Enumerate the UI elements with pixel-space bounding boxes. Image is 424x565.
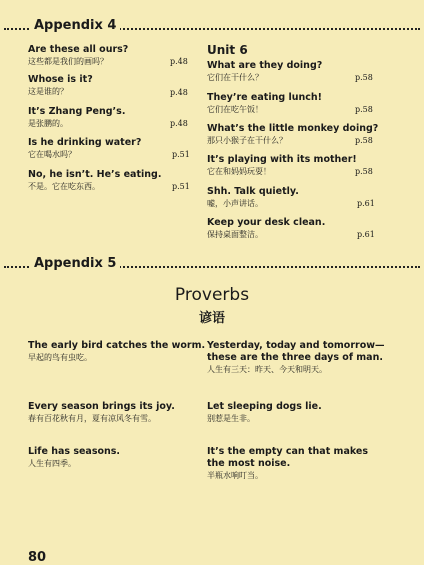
a4-right-zh: 那只小猴子在干什么？ bbox=[207, 136, 287, 145]
a4-left-item-2 bbox=[28, 106, 125, 129]
a4-left-en: Is he drinking water? bbox=[28, 137, 142, 148]
a4-right-page: p.58 bbox=[355, 167, 373, 176]
a4-right-item-0 bbox=[207, 60, 322, 83]
a4-right-zh: 保持桌面整洁。 bbox=[207, 230, 263, 239]
proverb-zh: 半瓶水响叮当。 bbox=[207, 471, 263, 480]
proverb-en: Yesterday, today and tomorrow—these are the three days of man. bbox=[207, 340, 385, 363]
a4-right-en: Keep your desk clean. bbox=[207, 217, 326, 228]
a4-left-page: p.48 bbox=[170, 57, 188, 66]
proverb-en: Every season brings its joy. bbox=[28, 401, 175, 412]
a4-right-en: What are they doing? bbox=[207, 60, 323, 71]
a4-right-en: Shh. Talk quietly. bbox=[207, 186, 299, 197]
a4-right-zh: 它们在吃午饭！ bbox=[207, 105, 263, 114]
a4-right-page: p.58 bbox=[355, 73, 373, 82]
a4-right-item-5 bbox=[207, 217, 325, 240]
a4-right-en: It’s playing with its mother! bbox=[207, 154, 357, 165]
a4-left-page: p.48 bbox=[170, 119, 188, 128]
proverb-en: The early bird catches the worm. bbox=[28, 340, 206, 351]
a4-left-zh: 这些都是我们的画吗？ bbox=[28, 57, 108, 66]
proverbs-subheading: 谚语 bbox=[198, 311, 225, 326]
a4-right-en: They’re eating lunch! bbox=[207, 92, 322, 103]
a4-left-page: p.48 bbox=[170, 88, 188, 97]
a4-left-en: Whose is it? bbox=[28, 74, 93, 85]
proverb-en: Life has seasons. bbox=[28, 446, 121, 457]
proverb-right-1 bbox=[207, 401, 387, 424]
a4-left-zh: 这是谁的？ bbox=[28, 87, 68, 96]
a4-right-page: p.58 bbox=[355, 105, 373, 114]
a4-left-en: It’s Zhang Peng’s. bbox=[28, 106, 126, 117]
a4-left-page: p.51 bbox=[172, 150, 190, 159]
proverb-zh: 别惹是生非。 bbox=[207, 414, 255, 423]
unit-title: Unit 6 bbox=[207, 43, 248, 57]
proverb-en: Let sleeping dogs lie. bbox=[207, 401, 322, 412]
a4-right-zh: 它们在干什么？ bbox=[207, 73, 263, 82]
a4-right-zh: 它在和妈妈玩耍！ bbox=[207, 167, 271, 176]
a4-left-item-4 bbox=[28, 169, 161, 192]
proverb-right-0 bbox=[207, 340, 387, 375]
a4-left-en: No, he isn’t. He’s eating. bbox=[28, 169, 162, 180]
page-number: 80 bbox=[28, 550, 47, 565]
a4-right-page: p.61 bbox=[357, 230, 375, 239]
a4-left-item-0 bbox=[28, 44, 128, 67]
a4-left-page: p.51 bbox=[172, 182, 190, 191]
a4-right-page: p.58 bbox=[355, 136, 373, 145]
proverb-left-0 bbox=[28, 340, 218, 363]
proverbs-heading: Proverbs bbox=[174, 285, 250, 305]
a4-right-item-3 bbox=[207, 154, 357, 177]
proverb-zh: 早起的鸟有虫吃。 bbox=[28, 353, 92, 362]
proverb-en: It’s the empty can that makes the most noise. bbox=[207, 446, 369, 469]
proverb-left-2 bbox=[28, 446, 218, 469]
a4-left-zh: 不是。它在吃东西。 bbox=[28, 182, 100, 191]
a4-right-zh: 嘘，小声讲话。 bbox=[207, 199, 263, 208]
proverb-left-1 bbox=[28, 401, 218, 424]
a4-left-zh: 是张鹏的。 bbox=[28, 119, 68, 128]
a4-right-item-2 bbox=[207, 123, 378, 146]
proverb-zh: 人生有三天：昨天、今天和明天。 bbox=[207, 365, 327, 374]
proverb-zh: 人生有四季。 bbox=[28, 459, 76, 468]
proverb-zh: 春有百花秋有月，夏有凉风冬有雪。 bbox=[28, 414, 156, 423]
a4-right-en: What’s the little monkey doing? bbox=[207, 123, 379, 134]
a4-right-page: p.61 bbox=[357, 199, 375, 208]
a4-left-item-1 bbox=[28, 74, 93, 97]
proverb-right-2 bbox=[207, 446, 387, 481]
a4-right-item-4 bbox=[207, 186, 299, 209]
a4-left-en: Are these all ours? bbox=[28, 44, 129, 55]
a4-left-zh: 它在喝水吗？ bbox=[28, 150, 76, 159]
appendix4-title: Appendix 4 bbox=[30, 18, 120, 33]
appendix5-title: Appendix 5 bbox=[30, 256, 120, 271]
a4-right-item-1 bbox=[207, 92, 322, 115]
a4-left-item-3 bbox=[28, 137, 141, 160]
